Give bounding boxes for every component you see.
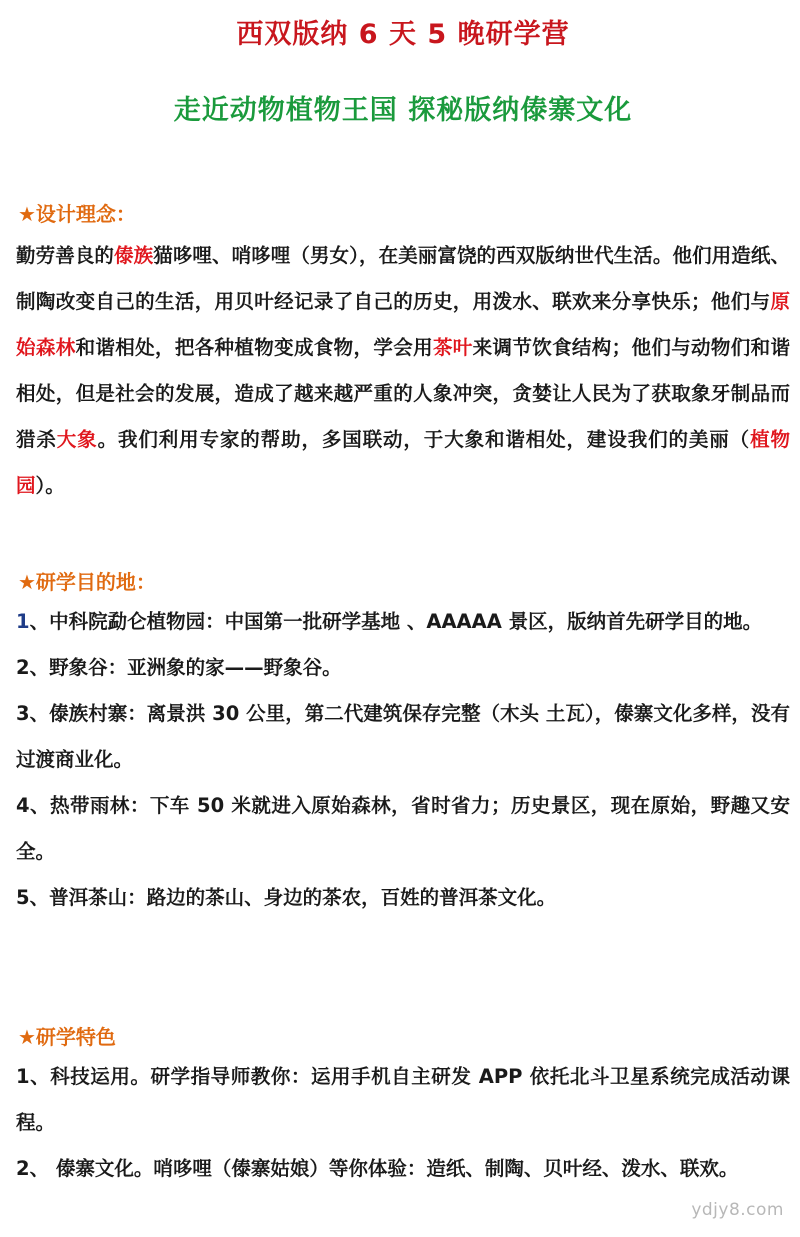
features-heading: ★研学特色 [18, 1025, 116, 1049]
paragraph-text: 来调节饮食结构；他们与动物们和谐相处，但是社会的发展，造成了越来越严重的人象冲突，贪婪让人民为了获取象牙制品而猎杀 [16, 336, 790, 451]
highlighted-term: 原始森林 [16, 290, 790, 359]
list-item [16, 783, 790, 875]
destinations-list [16, 599, 790, 921]
item-number: 5 [16, 886, 30, 909]
highlighted-term: 植物园 [16, 428, 790, 497]
list-item [16, 691, 790, 783]
highlighted-term: 茶叶 [432, 336, 473, 359]
list-item [16, 875, 790, 921]
design-heading: ★设计理念： [18, 202, 136, 226]
item-text: 、 傣寨文化。哨哆哩（傣寨姑娘）等你体验：造纸、制陶、贝叶经、泼水、联欢。 [29, 1157, 739, 1180]
list-item [16, 599, 790, 645]
item-number: 3 [16, 702, 30, 725]
list-item [16, 1054, 790, 1146]
item-text: 、热带雨林：下车 50 米就进入原始森林，省时省力；历史景区，现在原始，野趣又安全。 [16, 794, 790, 863]
item-number: 1 [16, 1065, 30, 1088]
paragraph-text: 猫哆哩、哨哆哩（男女），在美丽富饶的西双版纳世代生活。他们用造纸、制陶改变自己的生活，用贝叶经记录了自己的历史，用泼水、联欢来分享快乐；他们与 [16, 244, 790, 313]
watermark: ydjy8.com [691, 1200, 784, 1220]
list-item [16, 1146, 790, 1192]
paragraph-text: 和谐相处，把各种植物变成食物，学会用 [75, 336, 433, 359]
item-number: 2 [16, 656, 30, 679]
paragraph-text: 。我们利用专家的帮助，多国联动，于大象和谐相处，建设我们的美丽（ [97, 428, 751, 451]
item-number: 2 [16, 1157, 30, 1180]
list-item [16, 645, 790, 691]
item-number: 1 [16, 610, 30, 633]
item-text: 、野象谷：亚洲象的家——野象谷。 [29, 656, 342, 679]
item-text: 、科技运用。研学指导师教你：运用手机自主研发 APP 依托北斗卫星系统完成活动课程。 [16, 1065, 790, 1134]
destinations-heading: ★研学目的地： [18, 570, 156, 594]
features-list [16, 1054, 790, 1192]
item-text: 、中科院勐仑植物园：中国第一批研学基地 、AAAAA 景区，版纳首先研学目的地。 [29, 610, 763, 633]
design-paragraph [16, 233, 790, 509]
highlighted-term: 傣族 [113, 244, 154, 267]
item-text: 、傣族村寨：离景洪 30 公里，第二代建筑保存完整（木头 土瓦），傣寨文化多样，没有过渡商业化。 [16, 702, 790, 771]
paragraph-text: ）。 [35, 474, 65, 497]
item-number: 4 [16, 794, 30, 817]
item-text: 、普洱茶山：路边的茶山、身边的茶农，百姓的普洱茶文化。 [29, 886, 557, 909]
highlighted-term: 大象 [56, 428, 98, 451]
page-subtitle: 走近动物植物王国 探秘版纳傣寨文化 [173, 95, 633, 126]
paragraph-text: 勤劳善良的 [16, 244, 114, 267]
page-title: 西双版纳 6 天 5 晚研学营 [236, 19, 570, 50]
